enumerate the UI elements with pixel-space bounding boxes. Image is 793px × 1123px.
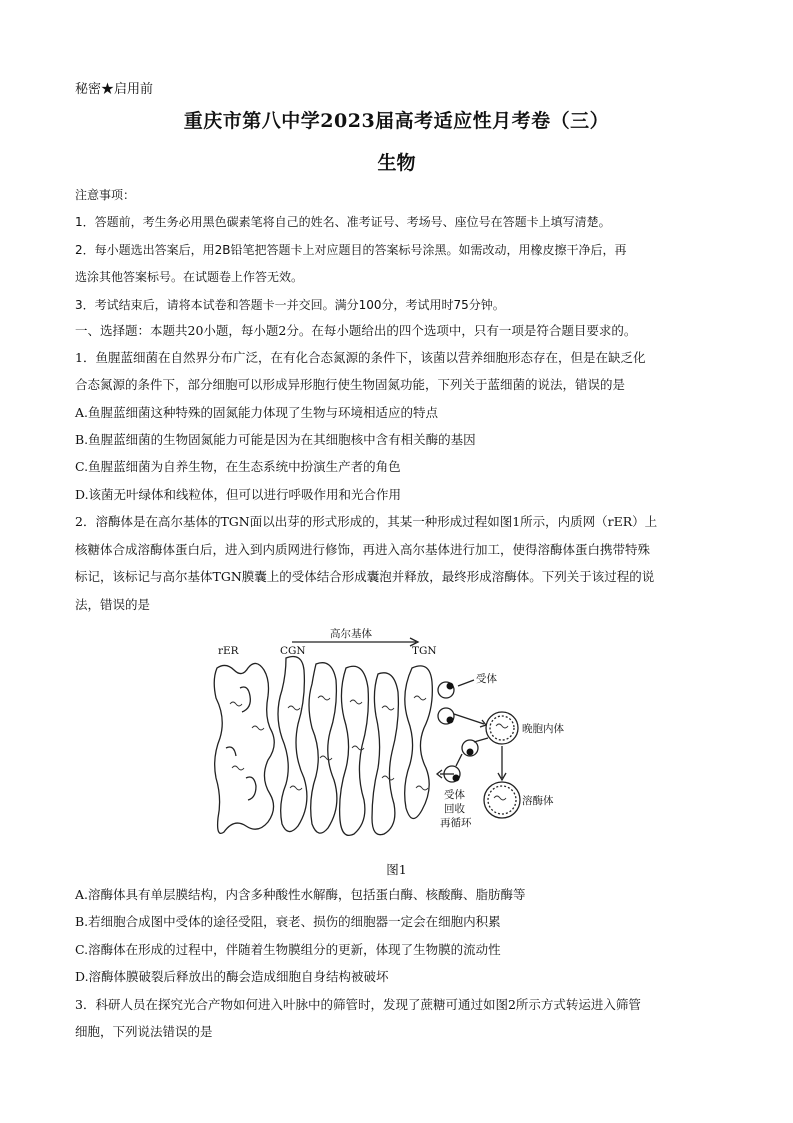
q1-stem-line2: 合态氮源的条件下，部分细胞可以形成异形胞行使生物固氮功能，下列关于蓝细菌的说法，错误的是 [75, 377, 626, 392]
section-heading: 一、选择题：本题共20小题，每小题2分。在每小题给出的四个选项中，只有一项是符合题目要求的。 [75, 323, 637, 338]
label-cgn: CGN [280, 645, 306, 657]
q2-stem-line1: 2．溶酶体是在高尔基体的TGN面以出芽的形式形成的，其某一种形成过程如图1所示，内质网（rER）上 [75, 514, 658, 529]
q2-option-d: D.溶酶体膜破裂后释放出的酶会造成细胞自身结构被破坏 [75, 969, 389, 984]
figure-caption: 图1 [386, 862, 407, 877]
q1-option-d: D.该菌无叶绿体和线粒体，但可以进行呼吸作用和光合作用 [75, 487, 402, 502]
label-recycle-3: 再循环 [440, 817, 472, 829]
q3-stem-line1: 3．科研人员在探究光合产物如何进入叶脉中的筛管时，发现了蔗糖可通过如图2所示方式转运进入筛管 [75, 997, 641, 1012]
exam-title: 重庆市第八中学2023届高考适应性月考卷（三） [183, 110, 610, 132]
q3-stem-line2: 细胞，下列说法错误的是 [75, 1024, 213, 1039]
q1-option-b: B.鱼腥蓝细菌的生物固氮能力可能是因为在其细胞核中含有相关酶的基因 [75, 432, 476, 447]
secret-label: 秘密★启用前 [75, 82, 154, 97]
notice-item-2a: 2．每小题选出答案后，用2B铅笔把答题卡上对应题目的答案标号涂黑。如需改动，用橡皮擦干净后，再 [75, 243, 627, 257]
label-rer: rER [218, 645, 239, 657]
q2-option-a: A.溶酶体具有单层膜结构，内含多种酸性水解酶，包括蛋白酶、核酸酶、脂肪酶等 [75, 887, 526, 902]
lysosome-formation-diagram [212, 628, 564, 856]
label-lysosome: 溶酶体 [522, 795, 554, 807]
notice-item-1: 1．答题前，考生务必用黑色碳素笔将自己的姓名、准考证号、考场号、座位号在答题卡上填写清楚。 [75, 215, 611, 229]
label-tgn: TGN [412, 645, 437, 657]
notice-heading: 注意事项： [75, 188, 136, 202]
q2-option-b: B.若细胞合成图中受体的途径受阻，衰老、损伤的细胞器一定会在细胞内积累 [75, 914, 501, 929]
label-recycle-1: 受体 [444, 789, 465, 801]
q2-option-c: C.溶酶体在形成的过程中，伴随着生物膜组分的更新，体现了生物膜的流动性 [75, 942, 501, 957]
notice-item-3: 3．考试结束后，请将本试卷和答题卡一并交回。满分100分，考试用时75分钟。 [75, 298, 505, 312]
label-recycle-2: 回收 [444, 803, 465, 815]
q2-stem-line2: 核糖体合成溶酶体蛋白后，进入到内质网进行修饰，再进入高尔基体进行加工，使得溶酶体蛋白携带特殊 [75, 542, 651, 557]
q1-stem-line1: 1．鱼腥蓝细菌在自然界分布广泛，在有化合态氮源的条件下，该菌以营养细胞形态存在，但是在缺乏化 [75, 350, 646, 365]
subject-title: 生物 [377, 152, 416, 174]
q1-option-a: A.鱼腥蓝细菌这种特殊的固氮能力体现了生物与环境相适应的特点 [75, 405, 439, 420]
label-receptor: 受体 [476, 673, 497, 685]
label-late-endosome: 晚胞内体 [522, 723, 564, 735]
q2-stem-line4: 法，错误的是 [75, 597, 151, 612]
label-golgi: 高尔基体 [330, 628, 372, 640]
q1-option-c: C.鱼腥蓝细菌为自养生物，在生态系统中扮演生产者的角色 [75, 459, 401, 474]
notice-item-2b: 选涂其他答案标号。在试题卷上作答无效。 [75, 270, 304, 284]
q2-stem-line3: 标记，该标记与高尔基体TGN膜囊上的受体结合形成囊泡并释放，最终形成溶酶体。下列关于该过程的说 [75, 569, 655, 584]
